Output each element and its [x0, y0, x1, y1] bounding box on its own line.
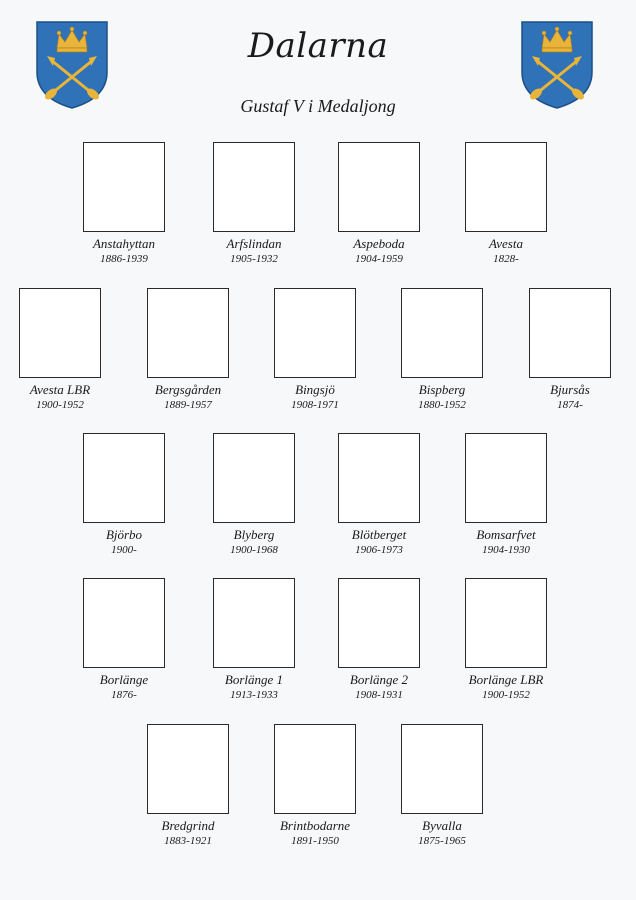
- stamp-slot: [372, 288, 512, 412]
- stamp-box: [338, 578, 420, 668]
- stamp-slot: [245, 288, 385, 412]
- stamp-slot: [54, 578, 194, 702]
- station-years: 1874-: [557, 399, 583, 411]
- stamp-slot: [309, 142, 449, 266]
- station-name: Bomsarfvet: [476, 527, 536, 542]
- station-years: 1880-1952: [418, 399, 466, 411]
- page-subtitle: Gustaf V i Medaljong: [240, 96, 396, 116]
- station-name: Bredgrind: [161, 818, 215, 833]
- stamp-slot: [500, 288, 636, 412]
- station-years: 1908-1931: [355, 689, 403, 701]
- stamp-box: [465, 433, 547, 523]
- stamp-slot: [309, 578, 449, 702]
- station-name: Björbo: [105, 527, 143, 542]
- stamp-box: [213, 433, 295, 523]
- station-years: 1900-1952: [36, 399, 84, 411]
- station-name: Aspeboda: [353, 236, 405, 251]
- station-years: 1875-1965: [418, 835, 466, 847]
- stamp-box: [401, 724, 483, 814]
- stamp-slot: [309, 433, 449, 557]
- station-name: Blyberg: [233, 527, 275, 542]
- stamp-box: [213, 578, 295, 668]
- station-years: 1904-1930: [482, 544, 530, 556]
- stamp-box: [529, 288, 611, 378]
- stamp-slot: [245, 724, 385, 848]
- stamp-slot: [184, 142, 324, 266]
- stamp-box: [274, 724, 356, 814]
- station-name: Byvalla: [422, 818, 462, 833]
- station-years: 1906-1973: [355, 544, 403, 556]
- stamp-box: [465, 578, 547, 668]
- station-name: Borlänge LBR: [468, 672, 544, 687]
- stamp-slot: [54, 142, 194, 266]
- stamp-slot: [118, 288, 258, 412]
- stamp-box: [147, 724, 229, 814]
- station-years: 1913-1933: [230, 689, 278, 701]
- stamp-slot: [184, 433, 324, 557]
- station-name: Avesta LBR: [29, 382, 91, 397]
- station-years: 1900-1968: [230, 544, 278, 556]
- station-name: Borlänge 2: [349, 672, 409, 687]
- station-name: Bjursås: [550, 382, 590, 397]
- stamp-slot: [436, 578, 576, 702]
- station-name: Blötberget: [351, 527, 407, 542]
- stamp-slot: [184, 578, 324, 702]
- stamp-slot: [118, 724, 258, 848]
- station-name: Anstahyttan: [92, 236, 156, 251]
- station-years: 1891-1950: [291, 835, 339, 847]
- station-years: 1889-1957: [164, 399, 212, 411]
- stamp-box: [401, 288, 483, 378]
- station-name: Brintbodarne: [279, 818, 351, 833]
- stamp-box: [83, 433, 165, 523]
- stamp-box: [19, 288, 101, 378]
- station-name: Arfslindan: [226, 236, 282, 251]
- station-name: Avesta: [489, 236, 523, 251]
- stamp-slot: [54, 433, 194, 557]
- stamp-box: [274, 288, 356, 378]
- station-years: 1905-1932: [230, 253, 278, 265]
- station-years: 1883-1921: [164, 835, 212, 847]
- page-title: Dalarna: [247, 26, 389, 66]
- stamp-slot: [436, 142, 576, 266]
- stamp-box: [213, 142, 295, 232]
- stamp-box: [147, 288, 229, 378]
- station-years: 1900-: [111, 544, 137, 556]
- station-name: Borlänge 1: [224, 672, 284, 687]
- station-years: 1828-: [493, 253, 519, 265]
- station-years: 1886-1939: [100, 253, 148, 265]
- stamp-box: [465, 142, 547, 232]
- station-years: 1908-1971: [291, 399, 339, 411]
- station-name: Bingsjö: [295, 382, 335, 397]
- stamp-slot: [372, 724, 512, 848]
- station-years: 1900-1952: [482, 689, 530, 701]
- stamp-box: [83, 578, 165, 668]
- stamp-box: [338, 142, 420, 232]
- station-name: Bispberg: [418, 382, 466, 397]
- station-name: Borlänge: [99, 672, 149, 687]
- station-years: 1904-1959: [355, 253, 403, 265]
- stamp-slot: [0, 288, 130, 412]
- station-years: 1876-: [111, 689, 137, 701]
- stamp-slot: [436, 433, 576, 557]
- stamp-box: [338, 433, 420, 523]
- station-name: Bergsgården: [154, 382, 222, 397]
- stamp-box: [83, 142, 165, 232]
